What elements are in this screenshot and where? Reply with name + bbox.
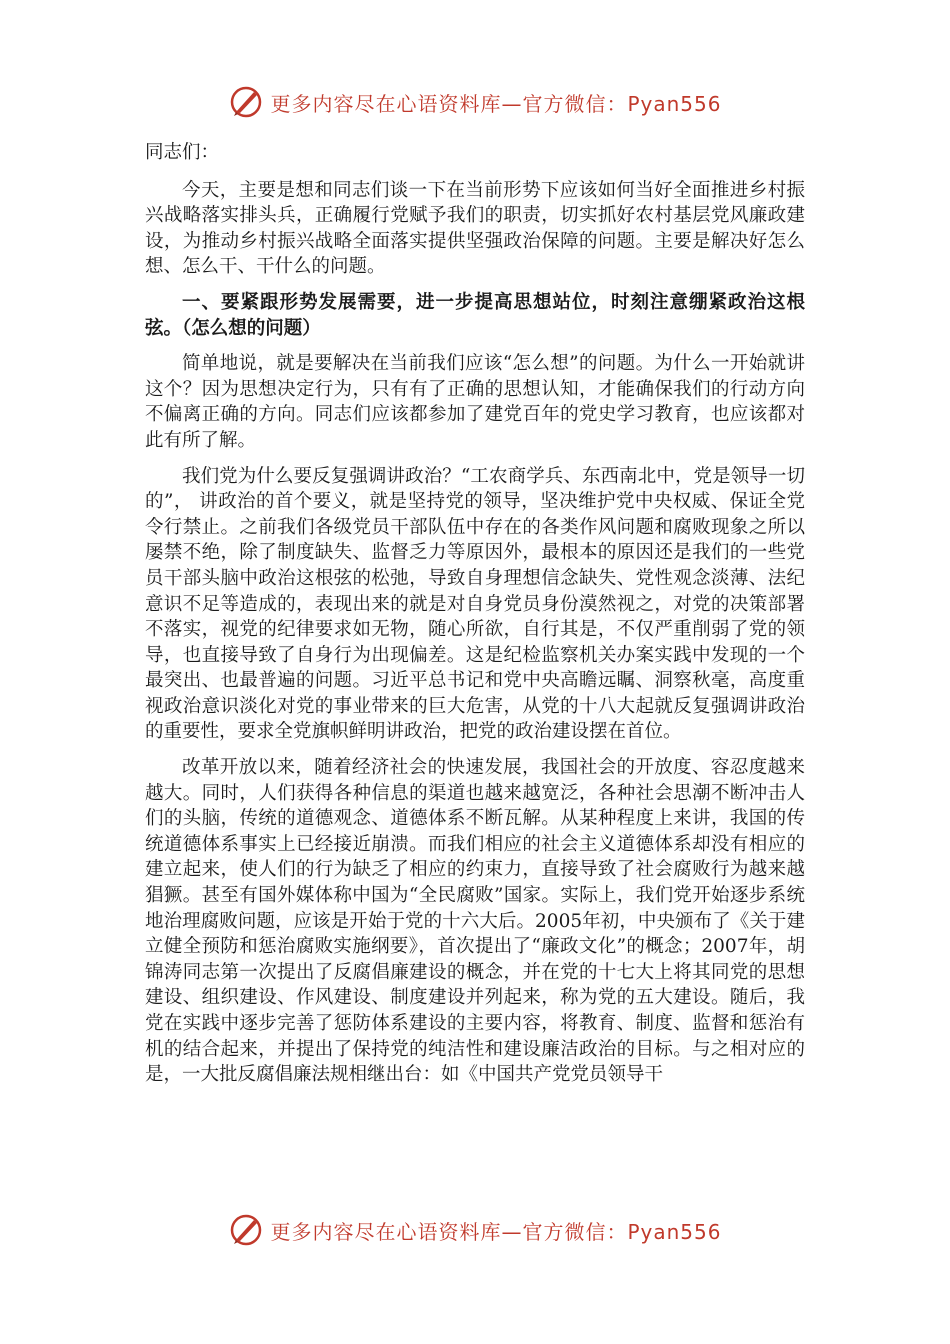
quill-pen-icon	[228, 1212, 264, 1248]
section-heading: 一、要紧跟形势发展需要，进一步提高思想站位，时刻注意绷紧政治这根弦。（怎么想的问题）	[145, 291, 805, 339]
paragraph-intro: 今天，主要是想和同志们谈一下在当前形势下应该如何当好全面推进乡村振兴战略落实排头兵，正确履行党赋予我们的职责，切实抓好农村基层党风廉政建设，为推动乡村振兴战略全面落实提供坚强政治保障的问题。主要是解决好怎么想、怎么干、干什么的问题。	[145, 179, 805, 278]
quill-pen-icon	[228, 84, 264, 120]
paragraph: 简单地说，就是要解决在当前我们应该“怎么想”的问题。为什么一开始就讲这个？因为思想决定行为，只有有了正确的思想认知，才能确保我们的行动方向不偏离正确的方向。同志们应该都参加了建党百年的党史学习教育，也应该都对此有所了解。	[145, 353, 805, 451]
footer-banner	[0, 1210, 950, 1250]
greeting: 同志们：	[145, 142, 220, 163]
banner-text: 更多内容尽在心语资料库—官方微信：Pyan556	[270, 1219, 722, 1244]
paragraph: 改革开放以来，随着经济社会的快速发展，我国社会的开放度、容忍度越来越大。同时，人们获得各种信息的渠道也越来越宽泛，各种社会思潮不断冲击人们的头脑，传统的道德观念、道德体系不断瓦解。从某种程度上来讲，我国的传统道德体系事实上已经接近崩溃。而我们相应的社会主义道德体系却没有相应的建立起来，使人们的行为缺乏了相应的约束力，直接导致了社会腐败行为越来越猖獗。甚至有国外媒体称中国为“全民腐败”国家。实际上，我们党开始逐步系统地治理腐败问题，应该是开始于党的十六大后。2005年初，中央颁布了《关于建立健全预防和惩治腐败实施纲要》，首次提出了“廉政文化”的概念；2007年，胡锦涛同志第一次提出了反腐倡廉建设的概念，并在党的十七大上将其同党的思想建设、组织建设、作风建设、制度建设并列起来，称为党的五大建设。随后，我党在实践中逐步完善了惩防体系建设的主要内容，将教育、制度、监督和惩治有机的结合起来，并提出了保持党的纯洁性和建设廉洁政治的目标。与之相对应的是，一大批反腐倡廉法规相继出台：如《中国共产党党员领导干	[145, 757, 805, 1086]
header-banner	[0, 82, 950, 122]
paragraph: 我们党为什么要反复强调讲政治？“工农商学兵、东西南北中，党是领导一切的”， 讲政治的首个要义，就是坚持党的领导，坚决维护党中央权威、保证全党令行禁止。之前我们各级党员干部队伍中存在的各类作风问题和腐败现象之所以屡禁不绝，除了制度缺失、监督乏力等原因外，最根本的原因还是我们的一些党员干部头脑中政治这根弦的松弛，导致自身理想信念缺失、党性观念淡薄、法纪意识不足等造成的，表现出来的就是对自身党员身份漠然视之，对党的决策部署不落实，视党的纪律要求如无物，随心所欲，自行其是，不仅严重削弱了党的领导，也直接导致了自身行为出现偏差。这是纪检监察机关办案实践中发现的一个最突出、也最普遍的问题。习近平总书记和党中央高瞻远瞩、洞察秋毫，高度重视政治意识淡化对党的事业带来的巨大危害，从党的十八大起就反复强调讲政治的重要性，要求全党旗帜鲜明讲政治，把党的政治建设摆在首位。	[145, 465, 805, 743]
banner-text: 更多内容尽在心语资料库—官方微信：Pyan556	[270, 91, 722, 116]
document-body	[145, 140, 805, 1098]
